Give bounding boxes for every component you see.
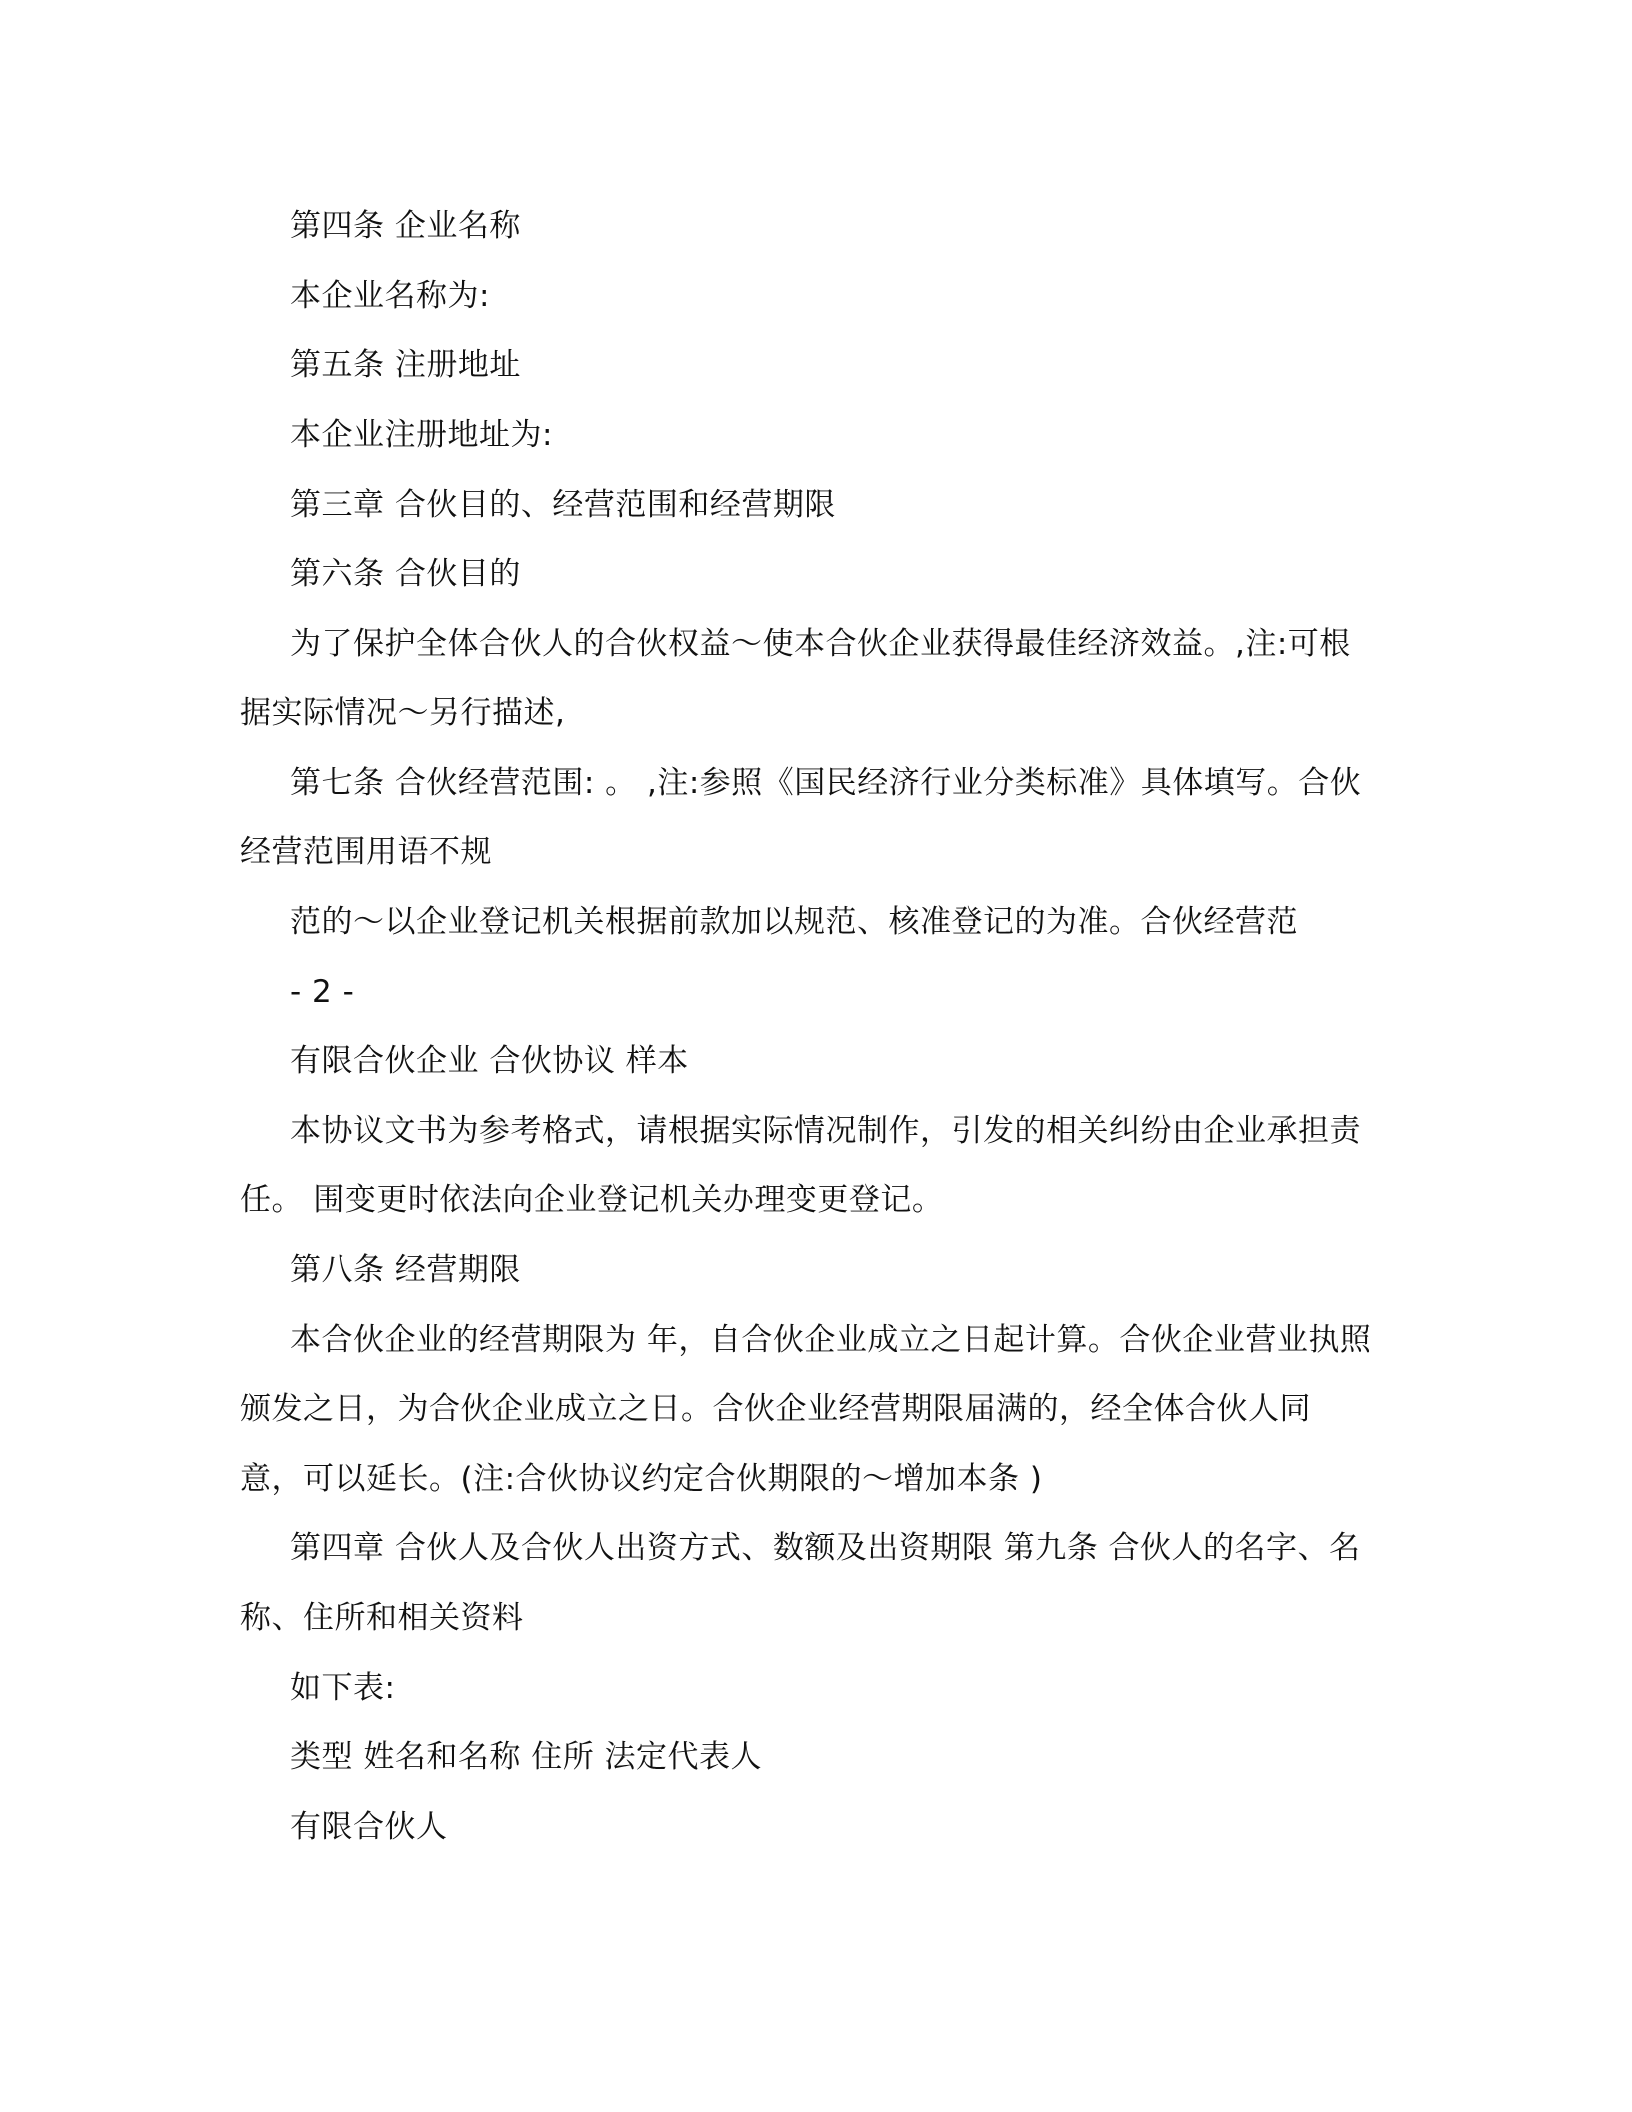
- chapter-3-heading: 第三章 合伙目的、经营范围和经营期限: [290, 487, 836, 523]
- article-7-line-2: 经营范围用语不规: [240, 834, 492, 870]
- chapter-4-line-2: 称、住所和相关资料: [240, 1600, 524, 1636]
- article-8-text-line-1: 本合伙企业的经营期限为 年，自合伙企业成立之日起计算。合伙企业营业执照: [290, 1322, 1372, 1358]
- company-name-line: 本企业名称为:: [290, 278, 490, 314]
- article-4-heading: 第四条 企业名称: [290, 208, 521, 244]
- disclaimer-line-1: 本协议文书为参考格式，请根据实际情况制作，引发的相关纠纷由企业承担责: [290, 1113, 1361, 1149]
- disclaimer-line-2: 任。 围变更时依法向企业登记机关办理变更登记。: [240, 1182, 944, 1218]
- chapter-4-line-1: 第四章 合伙人及合伙人出资方式、数额及出资期限 第九条 合伙人的名字、名: [290, 1530, 1361, 1566]
- registered-address-line: 本企业注册地址为:: [290, 417, 553, 453]
- table-intro: 如下表:: [290, 1670, 396, 1706]
- document-running-title: 有限合伙企业 合伙协议 样本: [290, 1043, 689, 1079]
- article-6-text-line-2: 据实际情况～另行描述,: [240, 695, 566, 731]
- article-8-text-line-3: 意，可以延长。(注:合伙协议约定合伙期限的～增加本条 ): [240, 1461, 1043, 1497]
- limited-partner-row: 有限合伙人: [290, 1809, 448, 1845]
- table-header-row: 类型 姓名和名称 住所 法定代表人: [290, 1739, 763, 1775]
- article-5-heading: 第五条 注册地址: [290, 347, 521, 383]
- article-7-line-3: 范的～以企业登记机关根据前款加以规范、核准登记的为准。合伙经营范: [290, 904, 1298, 940]
- article-6-heading: 第六条 合伙目的: [290, 556, 521, 592]
- article-8-heading: 第八条 经营期限: [290, 1252, 521, 1288]
- article-7-line-1: 第七条 合伙经营范围: 。 ,注:参照《国民经济行业分类标准》具体填写。合伙: [290, 765, 1362, 801]
- page-number: - 2 -: [290, 974, 355, 1010]
- article-6-text-line-1: 为了保护全体合伙人的合伙权益～使本合伙企业获得最佳经济效益。,注:可根: [290, 626, 1351, 662]
- article-8-text-line-2: 颁发之日，为合伙企业成立之日。合伙企业经营期限届满的，经全体合伙人同: [240, 1391, 1311, 1427]
